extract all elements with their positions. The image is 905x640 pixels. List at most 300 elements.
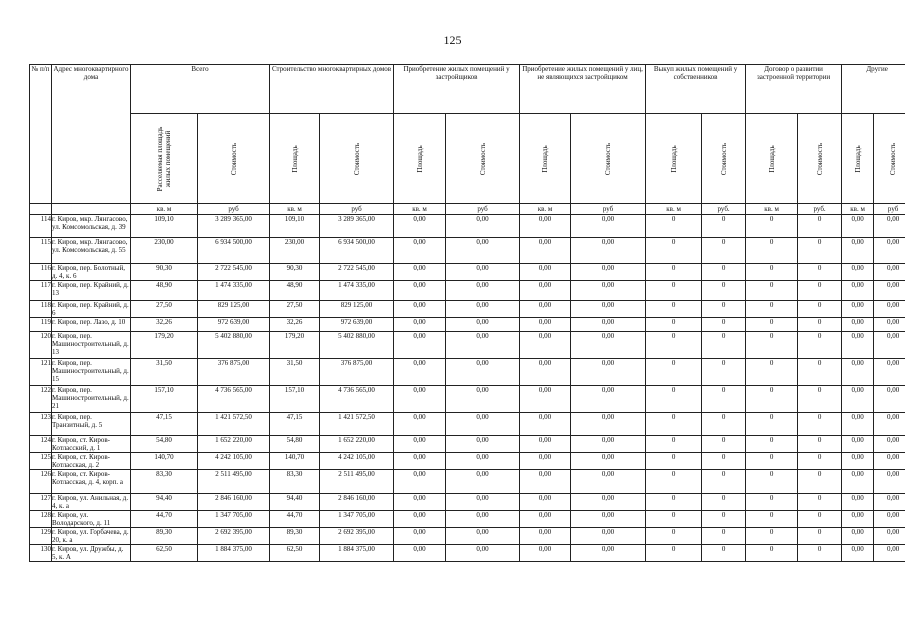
- row-value: 54,80: [270, 436, 320, 453]
- row-value: 0: [646, 332, 702, 359]
- row-value: 829 125,00: [320, 301, 394, 318]
- row-value: 0,00: [842, 436, 874, 453]
- row-value: 0,00: [446, 511, 520, 528]
- row-value: 140,70: [131, 453, 198, 470]
- row-value: 0,00: [520, 494, 571, 511]
- row-value: 62,50: [270, 545, 320, 562]
- row-value: 1 474 335,00: [320, 281, 394, 301]
- table-row: [30, 528, 905, 545]
- row-value: 0,00: [571, 332, 646, 359]
- subheader-cost: Стоимость: [874, 114, 905, 204]
- row-number: 121: [30, 359, 52, 386]
- row-value: 0,00: [394, 301, 446, 318]
- row-value: 2 511 495,00: [198, 470, 270, 494]
- row-number: 117: [30, 281, 52, 301]
- row-number: 129: [30, 528, 52, 545]
- resettlement-table: [29, 64, 905, 562]
- row-value: 0: [702, 413, 746, 436]
- row-value: 0: [702, 215, 746, 238]
- table-row: [30, 453, 905, 470]
- row-value: 47,15: [131, 413, 198, 436]
- row-value: 1 347 705,00: [320, 511, 394, 528]
- header-group-other: Другие: [842, 65, 905, 114]
- unit-cell: кв. м: [520, 204, 571, 215]
- table-row: [30, 332, 905, 359]
- row-value: 0,00: [520, 453, 571, 470]
- row-value: 157,10: [131, 386, 198, 413]
- unit-cell: руб: [320, 204, 394, 215]
- header-address: Адрес многоквартирного дома: [52, 65, 131, 204]
- row-value: 0,00: [874, 318, 905, 332]
- row-number: 124: [30, 436, 52, 453]
- row-value: 0: [646, 215, 702, 238]
- row-value: 83,30: [270, 470, 320, 494]
- row-value: 0: [746, 470, 798, 494]
- table-row: [30, 545, 905, 562]
- table-row: [30, 386, 905, 413]
- row-value: 0: [646, 511, 702, 528]
- row-value: 0,00: [874, 511, 905, 528]
- row-value: 0: [798, 215, 842, 238]
- row-value: 0,00: [394, 281, 446, 301]
- row-address: г. Киров, мкр. Лянгасово, ул. Комсомольская, д. 55: [52, 238, 131, 264]
- row-value: 0,00: [446, 318, 520, 332]
- unit-cell: кв. м: [131, 204, 198, 215]
- unit-cell: руб: [446, 204, 520, 215]
- row-value: 0,00: [874, 470, 905, 494]
- row-value: 1 652 220,00: [198, 436, 270, 453]
- row-value: 4 736 565,00: [320, 386, 394, 413]
- row-value: 27,50: [131, 301, 198, 318]
- row-value: 0: [646, 359, 702, 386]
- row-value: 0: [702, 545, 746, 562]
- row-value: 0,00: [446, 359, 520, 386]
- row-value: 3 289 365,00: [320, 215, 394, 238]
- row-value: 0: [746, 436, 798, 453]
- table-row: [30, 413, 905, 436]
- row-value: 1 652 220,00: [320, 436, 394, 453]
- row-value: 0: [746, 511, 798, 528]
- row-value: 0,00: [446, 281, 520, 301]
- row-value: 89,30: [131, 528, 198, 545]
- row-value: 0,00: [394, 528, 446, 545]
- row-value: 0,00: [842, 359, 874, 386]
- row-address: г. Киров, пер. Болотный, д. 4, к. 6: [52, 264, 131, 281]
- row-value: 0,00: [520, 436, 571, 453]
- row-address: г. Киров, пер. Машиностроительный, д. 13: [52, 332, 131, 359]
- row-value: 0,00: [394, 238, 446, 264]
- row-value: 0,00: [571, 413, 646, 436]
- row-value: 0,00: [394, 215, 446, 238]
- row-value: 0,00: [842, 545, 874, 562]
- unit-cell: руб: [198, 204, 270, 215]
- row-number: 130: [30, 545, 52, 562]
- row-value: 0,00: [520, 318, 571, 332]
- row-value: 90,30: [131, 264, 198, 281]
- row-value: 0,00: [446, 264, 520, 281]
- row-value: 0: [702, 359, 746, 386]
- row-value: 0,00: [874, 545, 905, 562]
- row-value: 0,00: [842, 494, 874, 511]
- row-value: 2 722 545,00: [198, 264, 270, 281]
- header-group-purchase-non-developers: Приобретение жилых помещений у лиц, не являющихся застройщиком: [520, 65, 646, 114]
- row-value: 0,00: [571, 436, 646, 453]
- row-value: 0: [702, 264, 746, 281]
- row-address: г. Киров, пер. Машиностроительный, д. 15: [52, 359, 131, 386]
- row-value: 1 884 375,00: [320, 545, 394, 562]
- row-value: 0: [702, 238, 746, 264]
- row-address: г. Киров, пер. Крайний, д. 6: [52, 301, 129, 317]
- unit-cell: кв. м: [842, 204, 874, 215]
- row-value: 0: [702, 528, 746, 545]
- row-number: 116: [30, 264, 52, 281]
- row-value: 0: [646, 413, 702, 436]
- row-address: г. Киров, ул. Дружбы, д. 5, к. А: [52, 545, 131, 562]
- row-number: 118: [30, 301, 52, 318]
- row-value: 0,00: [394, 494, 446, 511]
- row-value: 0,00: [874, 386, 905, 413]
- row-value: 0,00: [874, 436, 905, 453]
- row-value: 0,00: [571, 470, 646, 494]
- row-value: 0,00: [394, 470, 446, 494]
- row-value: 0,00: [394, 264, 446, 281]
- row-value: 376 875,00: [320, 359, 394, 386]
- row-value: 0: [746, 386, 798, 413]
- row-value: 0,00: [874, 494, 905, 511]
- row-value: 62,50: [131, 545, 198, 562]
- row-value: 0: [702, 494, 746, 511]
- subheader-cost: Стоимость: [702, 114, 746, 204]
- row-value: 0,00: [842, 528, 874, 545]
- row-value: 32,26: [131, 318, 198, 332]
- row-value: 0,00: [394, 386, 446, 413]
- row-value: 0,00: [446, 301, 520, 318]
- row-value: 0,00: [842, 453, 874, 470]
- row-value: 0: [702, 386, 746, 413]
- row-value: 0,00: [446, 470, 520, 494]
- row-value: 0,00: [842, 470, 874, 494]
- row-value: 3 289 365,00: [198, 215, 270, 238]
- row-number: 125: [30, 453, 52, 470]
- row-value: 0,00: [874, 215, 905, 238]
- row-value: 0,00: [842, 238, 874, 264]
- row-value: 5 402 880,00: [320, 332, 394, 359]
- table-row: [30, 301, 905, 318]
- row-value: 0,00: [874, 453, 905, 470]
- row-value: 0: [746, 453, 798, 470]
- subheader-area: Площадь: [270, 114, 320, 204]
- row-value: 0: [746, 545, 798, 562]
- row-value: 230,00: [270, 238, 320, 264]
- subheader-resettled-area: Расселяемая площадь жилых помещений: [131, 114, 198, 204]
- row-value: 1 347 705,00: [198, 511, 270, 528]
- row-value: 0,00: [842, 511, 874, 528]
- row-address: г. Киров, пер. Крайний, д. 13: [52, 281, 131, 301]
- row-value: 0: [646, 545, 702, 562]
- row-value: 0,00: [394, 545, 446, 562]
- header-group-total: Всего: [131, 65, 270, 114]
- row-value: 4 736 565,00: [198, 386, 270, 413]
- row-value: 0: [646, 470, 702, 494]
- unit-cell: руб: [571, 204, 646, 215]
- subheader-cost: Стоимость: [198, 114, 270, 204]
- row-address: г. Киров, ст. Киров-Котласский, д. 1: [52, 436, 131, 453]
- unit-cell: руб.: [798, 204, 842, 215]
- row-value: 0,00: [520, 470, 571, 494]
- subheader-cost: Стоимость: [798, 114, 842, 204]
- row-value: 0: [702, 318, 746, 332]
- row-value: 0: [746, 528, 798, 545]
- row-number: 128: [30, 511, 52, 528]
- row-value: 0: [702, 511, 746, 528]
- row-value: 54,80: [131, 436, 198, 453]
- row-address: г. Киров, ул. Анильная, д. 4, к. а: [52, 494, 131, 511]
- row-value: 0,00: [394, 359, 446, 386]
- row-value: 0,00: [874, 301, 905, 318]
- row-value: 32,26: [270, 318, 320, 332]
- row-value: 0,00: [874, 528, 905, 545]
- row-value: 0: [702, 301, 746, 318]
- row-value: 972 639,00: [320, 318, 394, 332]
- row-value: 94,40: [270, 494, 320, 511]
- row-value: 0,00: [520, 413, 571, 436]
- row-value: 0: [798, 413, 842, 436]
- row-value: 0,00: [446, 453, 520, 470]
- row-value: 829 125,00: [198, 301, 270, 318]
- row-value: 2 846 160,00: [198, 494, 270, 511]
- row-value: 6 934 500,00: [320, 238, 394, 264]
- table-row: [30, 238, 905, 264]
- row-value: 0,00: [842, 332, 874, 359]
- unit-cell: руб: [874, 204, 905, 215]
- row-value: 0: [746, 301, 798, 318]
- row-value: 1 884 375,00: [198, 545, 270, 562]
- row-value: 0,00: [842, 281, 874, 301]
- row-value: 0,00: [446, 545, 520, 562]
- row-value: 0: [702, 453, 746, 470]
- row-value: 109,10: [131, 215, 198, 238]
- row-value: 0,00: [571, 264, 646, 281]
- row-value: 0: [798, 386, 842, 413]
- row-value: 0,00: [571, 281, 646, 301]
- row-number: 122: [30, 386, 52, 413]
- row-value: 0,00: [520, 281, 571, 301]
- row-value: 0: [702, 436, 746, 453]
- subheader-cost: Стоимость: [320, 114, 394, 204]
- table-row: [30, 494, 905, 511]
- row-address: г. Киров, ст. Киров-Котласская, д. 4, корп. а: [52, 470, 131, 494]
- row-value: 0: [646, 238, 702, 264]
- row-value: 0,00: [874, 281, 905, 301]
- row-value: 0,00: [394, 453, 446, 470]
- row-value: 0: [646, 301, 702, 318]
- row-value: 0: [798, 301, 842, 318]
- row-value: 972 639,00: [198, 318, 270, 332]
- row-value: 0,00: [446, 436, 520, 453]
- row-value: 0,00: [842, 264, 874, 281]
- row-value: 0,00: [520, 359, 571, 386]
- row-value: 0: [746, 238, 798, 264]
- row-value: 0,00: [874, 332, 905, 359]
- row-value: 179,20: [270, 332, 320, 359]
- row-value: 6 934 500,00: [198, 238, 270, 264]
- row-value: 0,00: [446, 528, 520, 545]
- row-value: 0,00: [571, 453, 646, 470]
- row-value: 0: [746, 332, 798, 359]
- row-value: 47,15: [270, 413, 320, 436]
- row-value: 0: [646, 436, 702, 453]
- row-value: 0,00: [874, 238, 905, 264]
- row-number: 114: [30, 215, 52, 238]
- table-row: [30, 436, 905, 453]
- row-value: 0: [702, 332, 746, 359]
- row-value: 0: [646, 281, 702, 301]
- row-value: 140,70: [270, 453, 320, 470]
- row-value: 0,00: [446, 386, 520, 413]
- row-value: 0: [702, 281, 746, 301]
- subheader-area: Площадь: [746, 114, 798, 204]
- row-value: 109,10: [270, 215, 320, 238]
- row-value: 0,00: [520, 545, 571, 562]
- row-value: 0,00: [394, 436, 446, 453]
- unit-cell: кв. м: [646, 204, 702, 215]
- table-row: [30, 281, 905, 301]
- row-value: 0,00: [842, 301, 874, 318]
- row-value: 0,00: [571, 238, 646, 264]
- subheader-area: Площадь: [394, 114, 446, 204]
- row-value: 0,00: [394, 332, 446, 359]
- row-value: 0,00: [446, 238, 520, 264]
- row-value: 0: [746, 413, 798, 436]
- unit-cell: кв. м: [270, 204, 320, 215]
- row-value: 0,00: [520, 386, 571, 413]
- row-value: 0,00: [520, 215, 571, 238]
- table-row: [30, 318, 905, 332]
- row-value: 48,90: [131, 281, 198, 301]
- row-value: 0,00: [874, 264, 905, 281]
- row-value: 31,50: [270, 359, 320, 386]
- row-number: 127: [30, 494, 52, 511]
- row-value: 0,00: [520, 238, 571, 264]
- row-value: 0: [798, 359, 842, 386]
- row-value: 0: [798, 281, 842, 301]
- row-value: 0: [646, 494, 702, 511]
- row-value: 0: [746, 494, 798, 511]
- row-value: 179,20: [131, 332, 198, 359]
- row-number: 115: [30, 238, 52, 264]
- row-value: 0: [798, 511, 842, 528]
- row-value: 94,40: [131, 494, 198, 511]
- row-value: 0: [646, 453, 702, 470]
- row-value: 0: [798, 436, 842, 453]
- row-value: 0,00: [520, 528, 571, 545]
- row-value: 0: [798, 318, 842, 332]
- row-value: 0,00: [571, 318, 646, 332]
- row-value: 5 402 880,00: [198, 332, 270, 359]
- table-row: [30, 215, 905, 238]
- subheader-cost: Стоимость: [446, 114, 520, 204]
- row-value: 376 875,00: [198, 359, 270, 386]
- header-num: № п/п: [30, 65, 52, 204]
- row-address: г. Киров, ул. Горбачева, д. 20, к. а: [52, 528, 129, 544]
- row-value: 89,30: [270, 528, 320, 545]
- row-value: 0: [798, 238, 842, 264]
- row-address: г. Киров, пер. Машиностроительный, д. 21: [52, 386, 131, 413]
- row-value: 1 474 335,00: [198, 281, 270, 301]
- table-row: [30, 470, 905, 494]
- row-value: 0,00: [571, 215, 646, 238]
- row-address: г. Киров, ул. Володарского, д. 11: [52, 511, 131, 528]
- header-group-development-contract: Договор о развитии застроенной территории: [746, 65, 842, 114]
- units-row: [30, 204, 905, 215]
- row-value: 0: [646, 528, 702, 545]
- row-value: 0: [746, 359, 798, 386]
- row-value: 0: [746, 215, 798, 238]
- row-value: 44,70: [270, 511, 320, 528]
- row-value: 0,00: [571, 545, 646, 562]
- row-value: 4 242 105,00: [320, 453, 394, 470]
- row-value: 0,00: [520, 264, 571, 281]
- row-value: 1 421 572,50: [198, 413, 270, 436]
- row-value: 0: [798, 332, 842, 359]
- row-value: 0: [798, 494, 842, 511]
- row-value: 0: [798, 545, 842, 562]
- row-value: 230,00: [131, 238, 198, 264]
- header-group-construction: Строительство многоквартирных домов: [270, 65, 394, 114]
- row-value: 0,00: [394, 511, 446, 528]
- subheader-cost: Стоимость: [571, 114, 646, 204]
- unit-cell: кв. м: [394, 204, 446, 215]
- row-value: 0: [798, 470, 842, 494]
- row-value: 0,00: [446, 332, 520, 359]
- row-value: 44,70: [131, 511, 198, 528]
- row-value: 0: [646, 386, 702, 413]
- header-group-buyout: Выкуп жилых помещений у собственников: [646, 65, 746, 114]
- row-value: 0,00: [394, 413, 446, 436]
- subheader-area: Площадь: [646, 114, 702, 204]
- row-address: г. Киров, пер. Лазо, д. 10: [52, 318, 131, 332]
- row-value: 4 242 105,00: [198, 453, 270, 470]
- unit-cell: руб.: [702, 204, 746, 215]
- row-value: 83,30: [131, 470, 198, 494]
- row-value: 0,00: [394, 318, 446, 332]
- row-value: 2 722 545,00: [320, 264, 394, 281]
- row-value: 31,50: [131, 359, 198, 386]
- row-address: г. Киров, мкр. Лянгасово, ул. Комсомольская, д. 39: [52, 215, 131, 238]
- row-value: 0,00: [842, 215, 874, 238]
- row-value: 0,00: [571, 386, 646, 413]
- table-row: [30, 264, 905, 281]
- row-number: 123: [30, 413, 52, 436]
- row-value: 0,00: [842, 386, 874, 413]
- row-value: 2 692 395,00: [320, 528, 394, 545]
- row-value: 0,00: [520, 332, 571, 359]
- row-value: 0: [646, 318, 702, 332]
- row-value: 0,00: [571, 301, 646, 318]
- row-value: 0: [702, 470, 746, 494]
- row-value: 0,00: [571, 511, 646, 528]
- row-value: 0: [798, 528, 842, 545]
- row-value: 0,00: [520, 301, 571, 318]
- row-value: 0: [646, 264, 702, 281]
- row-value: 0,00: [520, 511, 571, 528]
- row-value: 0,00: [446, 215, 520, 238]
- row-value: 0: [746, 318, 798, 332]
- row-value: 27,50: [270, 301, 320, 318]
- row-value: 157,10: [270, 386, 320, 413]
- table-row: [30, 511, 905, 528]
- row-value: 0,00: [842, 318, 874, 332]
